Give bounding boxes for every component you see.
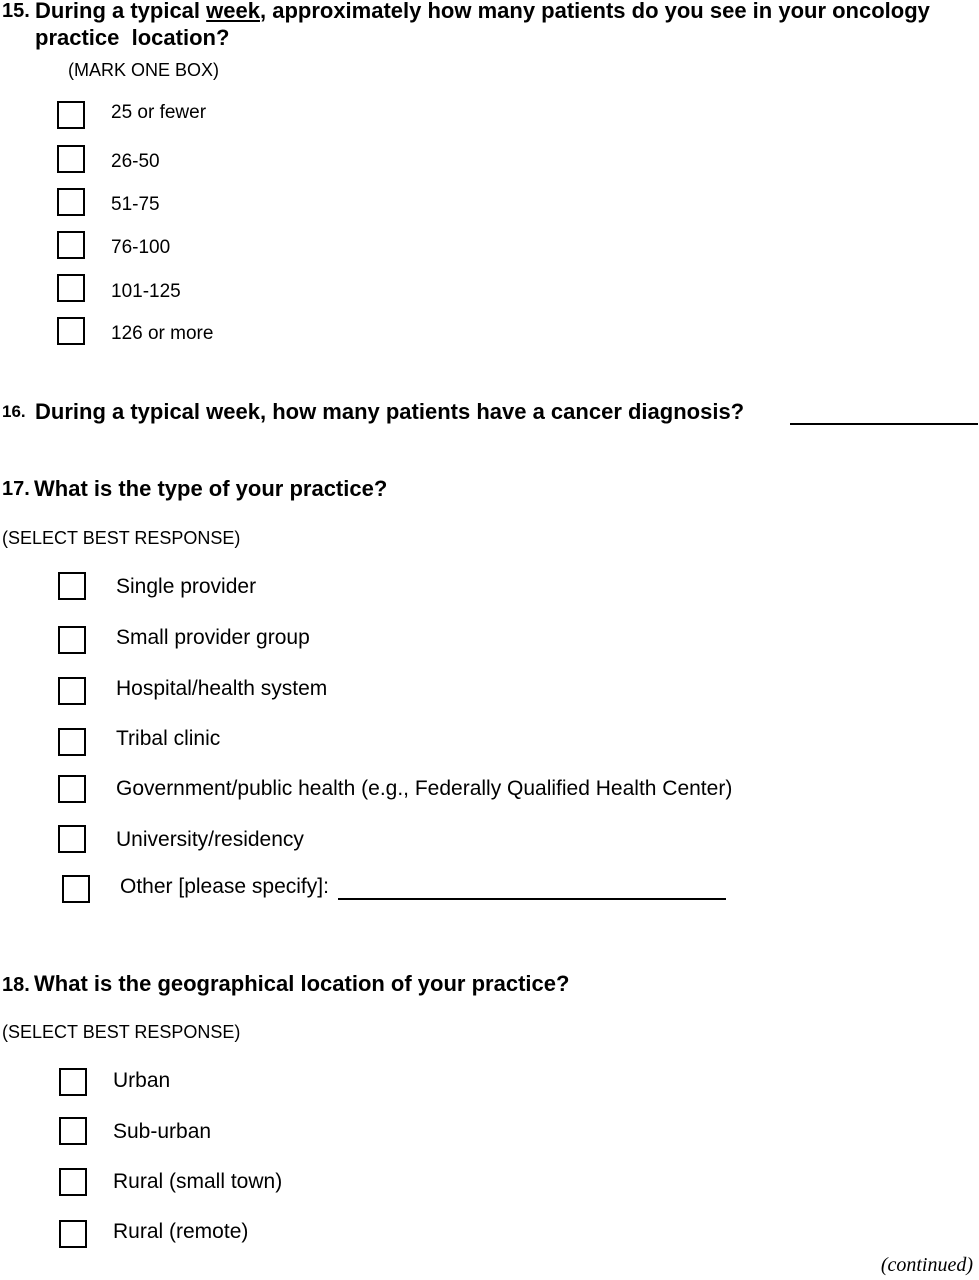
q15-option-label: 101-125 [111, 281, 181, 302]
q15-option-checkbox[interactable] [57, 317, 85, 345]
q17-option-checkbox[interactable] [58, 775, 86, 803]
q15-text-after: , approximately how many patients do you see in your oncology [259, 0, 930, 23]
q17-option-label: Tribal clinic [116, 727, 221, 750]
q17-question-text: What is the type of your practice? [34, 476, 388, 501]
q15-question-text-line2: practice location? [35, 25, 230, 50]
q15-option-checkbox[interactable] [57, 274, 85, 302]
q17-option-label: Government/public health (e.g., Federally Qualified Health Center) [116, 777, 733, 800]
q17-option-label: University/residency [116, 828, 304, 851]
q15-option-label: 76-100 [111, 237, 171, 258]
q15-instruction: (MARK ONE BOX) [68, 60, 220, 80]
q17-option-label: Small provider group [116, 626, 310, 649]
q15-text-underlined: week [206, 0, 260, 23]
q17-option-checkbox[interactable] [58, 572, 86, 600]
q16-number: 16. [2, 402, 26, 421]
q15-option-checkbox[interactable] [57, 145, 85, 173]
q15-option-label: 26-50 [111, 151, 160, 172]
q18-option-label: Rural (small town) [113, 1170, 283, 1193]
q15-option-checkbox[interactable] [57, 101, 85, 129]
q17-option-checkbox[interactable] [58, 825, 86, 853]
q15-option-checkbox[interactable] [57, 231, 85, 259]
q18-question-text: What is the geographical location of your practice? [34, 971, 570, 996]
q18-number: 18. [2, 974, 30, 996]
q17-other-specify-blank[interactable] [338, 898, 726, 900]
q15-option-label: 126 or more [111, 323, 214, 344]
q17-option-checkbox[interactable] [58, 677, 86, 705]
q17-instruction: (SELECT BEST RESPONSE) [2, 528, 241, 548]
q18-option-checkbox[interactable] [59, 1068, 87, 1096]
q15-text-before: During a typical [35, 0, 207, 23]
q17-option-label-other: Other [please specify]: [120, 875, 329, 898]
q18-option-checkbox[interactable] [59, 1117, 87, 1145]
q17-option-checkbox[interactable] [58, 626, 86, 654]
q15-number: 15. [2, 0, 30, 22]
q18-option-label: Sub-urban [113, 1120, 212, 1143]
q15-option-checkbox[interactable] [57, 188, 85, 216]
q15-question-text [35, 0, 930, 24]
continued-note: (continued) [880, 1254, 973, 1276]
q16-question-text: During a typical week, how many patients have a cancer diagnosis? [35, 399, 745, 424]
q16-answer-blank[interactable] [790, 423, 978, 425]
q18-option-label: Rural (remote) [113, 1220, 249, 1243]
q15-option-label: 25 or fewer [111, 102, 207, 123]
q18-option-checkbox[interactable] [59, 1220, 87, 1248]
q15-option-label: 51-75 [111, 194, 160, 215]
q18-option-checkbox[interactable] [59, 1168, 87, 1196]
q18-option-label: Urban [113, 1069, 171, 1092]
q17-option-checkbox[interactable] [58, 728, 86, 756]
q18-instruction: (SELECT BEST RESPONSE) [2, 1022, 241, 1042]
q17-option-checkbox-other[interactable] [62, 875, 90, 903]
q17-option-label: Single provider [116, 575, 257, 598]
q17-option-label: Hospital/health system [116, 677, 328, 700]
q17-number: 17. [2, 478, 30, 500]
